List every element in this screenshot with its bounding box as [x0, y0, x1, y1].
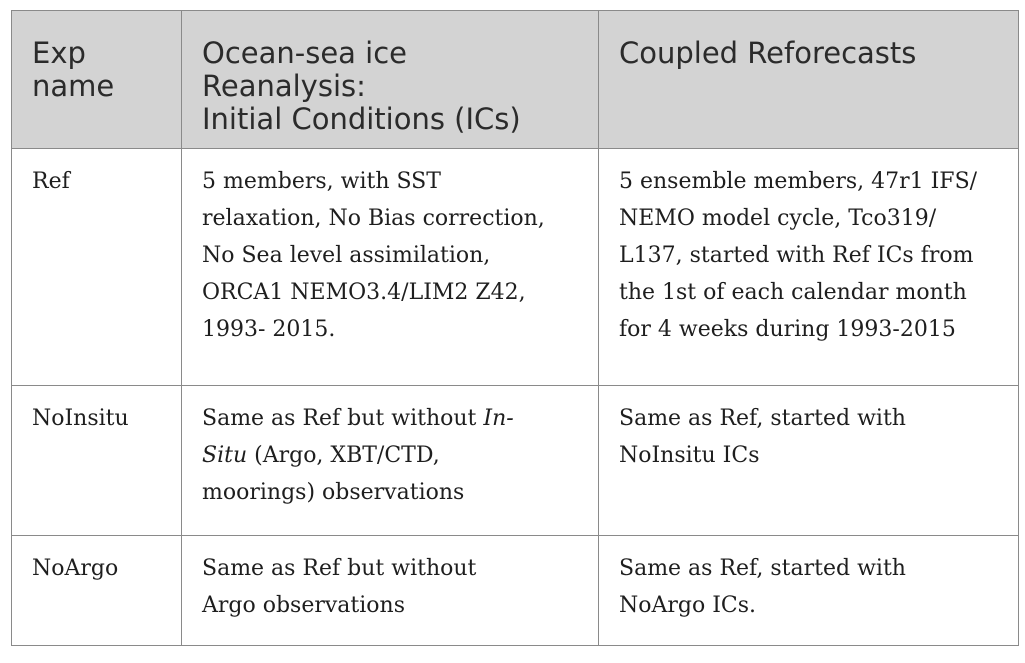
header-row	[12, 11, 1019, 149]
cell-text: moorings) observations	[202, 480, 465, 505]
header-text: Ocean-sea ice	[202, 36, 408, 70]
cell-text-line	[202, 437, 588, 474]
exp-name: NoInsitu	[32, 406, 129, 431]
exp-name: Ref	[32, 169, 70, 194]
header-text: name	[32, 69, 115, 103]
exp-name: NoArgo	[32, 556, 119, 581]
cell-text: 5 ensemble members, 47r1 IFS/	[619, 169, 978, 194]
cell-text: NoInsitu ICs	[619, 443, 760, 468]
cell-text: 1993- 2015.	[202, 317, 336, 342]
ics-cell	[182, 386, 599, 536]
exp-name-cell	[12, 149, 182, 386]
reforecasts-cell	[599, 149, 1019, 386]
exp-name-cell	[12, 536, 182, 646]
exp-name-cell	[12, 386, 182, 536]
cell-text: Same as Ref but without	[202, 406, 484, 431]
cell-text: ORCA1 NEMO3.4/LIM2 Z42,	[202, 280, 526, 305]
cell-text: the 1st of each calendar month	[619, 280, 967, 305]
header-text: Initial Conditions (ICs)	[202, 102, 521, 136]
table-row	[12, 536, 1019, 646]
cell-text: Same as Ref but without	[202, 556, 477, 581]
ics-cell	[182, 149, 599, 386]
header-exp-name	[12, 11, 182, 149]
cell-text: No Sea level assimilation,	[202, 243, 491, 268]
cell-text: L137, started with Ref ICs from	[619, 243, 974, 268]
cell-text: for 4 weeks during 1993-2015	[619, 317, 956, 342]
cell-text: (Argo, XBT/CTD,	[247, 443, 440, 468]
cell-text: relaxation, No Bias correction,	[202, 206, 545, 231]
header-coupled-reforecasts	[599, 11, 1019, 149]
reforecasts-cell	[599, 386, 1019, 536]
header-ocean-reanalysis	[182, 11, 599, 149]
header-text: Reanalysis:	[202, 69, 366, 103]
cell-text: NoArgo ICs.	[619, 593, 757, 618]
cell-text-line	[202, 400, 588, 437]
cell-text: 5 members, with SST	[202, 169, 441, 194]
reforecasts-cell	[599, 536, 1019, 646]
cell-text: NEMO model cycle, Tco319/	[619, 206, 937, 231]
ics-cell	[182, 536, 599, 646]
header-text: Coupled Reforecasts	[619, 36, 917, 70]
cell-text: Same as Ref, started with	[619, 406, 906, 431]
cell-text: Same as Ref, started with	[619, 556, 906, 581]
table-header	[12, 11, 1019, 149]
italic-text: In-	[483, 406, 514, 431]
italic-text: Situ	[202, 443, 248, 468]
cell-text: Argo observations	[202, 593, 406, 618]
table-body	[12, 149, 1019, 646]
table-row	[12, 149, 1019, 386]
header-text: Exp	[32, 36, 86, 70]
table-row	[12, 386, 1019, 536]
experiments-table	[11, 10, 1019, 646]
